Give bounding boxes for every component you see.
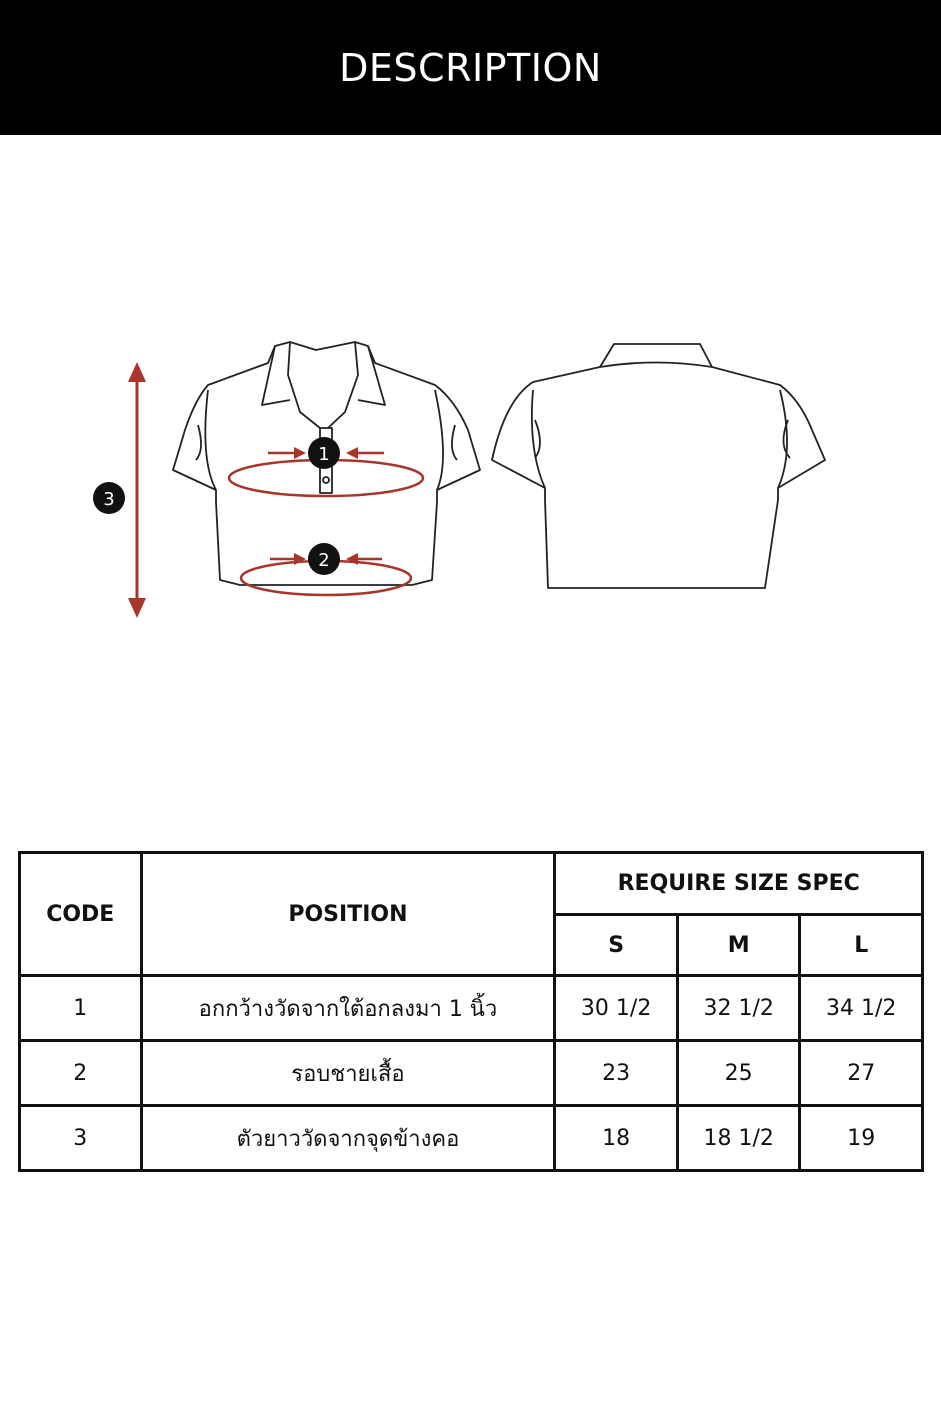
header-size-m: M bbox=[677, 915, 800, 976]
marker-1-label: 1 bbox=[318, 444, 330, 465]
row-value-m: 18 1/2 bbox=[677, 1106, 800, 1171]
header-position: POSITION bbox=[141, 853, 555, 976]
back-shirt-outline bbox=[492, 344, 825, 588]
row-value-l: 34 1/2 bbox=[800, 976, 923, 1041]
header-spec: REQUIRE SIZE SPEC bbox=[555, 853, 923, 915]
row-value-m: 25 bbox=[677, 1041, 800, 1106]
header-bar bbox=[0, 0, 941, 135]
row-value-s: 23 bbox=[555, 1041, 678, 1106]
length-arrow bbox=[128, 362, 146, 618]
row-position: ตัวยาววัดจากจุดข้างคอ bbox=[141, 1106, 555, 1171]
marker-3-label: 3 bbox=[103, 489, 115, 510]
marker-2 bbox=[308, 543, 340, 575]
table-row bbox=[20, 1041, 923, 1106]
row-value-s: 30 1/2 bbox=[555, 976, 678, 1041]
header-size-l: L bbox=[800, 915, 923, 976]
row-value-l: 27 bbox=[800, 1041, 923, 1106]
page-title: DESCRIPTION bbox=[339, 45, 602, 90]
header-size-s: S bbox=[555, 915, 678, 976]
marker-3 bbox=[93, 482, 125, 514]
row-value-s: 18 bbox=[555, 1106, 678, 1171]
row-position: อกกว้างวัดจากใต้อกลงมา 1 นิ้ว bbox=[141, 976, 555, 1041]
marker-2-label: 2 bbox=[318, 550, 330, 571]
row-code: 2 bbox=[20, 1041, 142, 1106]
header-code: CODE bbox=[20, 853, 142, 976]
row-position: รอบชายเสื้อ bbox=[141, 1041, 555, 1106]
table-row bbox=[20, 976, 923, 1041]
garment-diagram bbox=[0, 330, 941, 630]
marker-1 bbox=[308, 437, 340, 469]
size-spec-table bbox=[18, 851, 924, 1172]
row-code: 1 bbox=[20, 976, 142, 1041]
row-value-l: 19 bbox=[800, 1106, 923, 1171]
table-row bbox=[20, 1106, 923, 1171]
row-code: 3 bbox=[20, 1106, 142, 1171]
row-value-m: 32 1/2 bbox=[677, 976, 800, 1041]
